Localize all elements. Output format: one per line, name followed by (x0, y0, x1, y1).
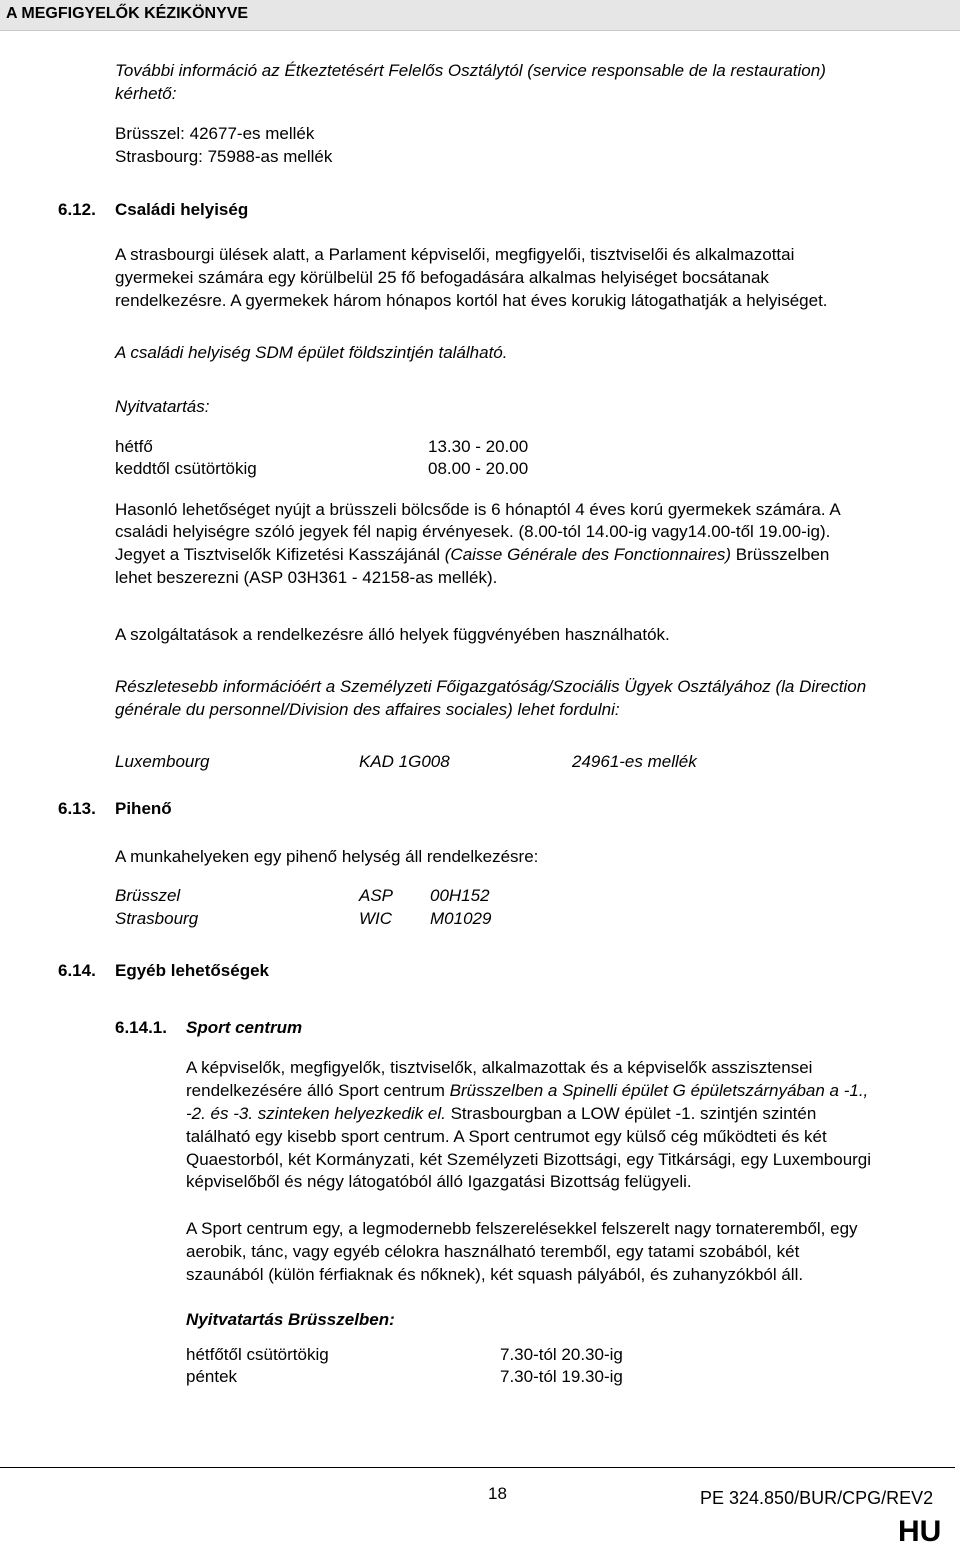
text-run-italic: -2. és -3. szinteken helyezkedik el. (186, 1104, 446, 1123)
text-run: Brüsszelben (731, 545, 830, 564)
section-title: Egyéb lehetőségek (115, 961, 270, 980)
contact-city: Luxembourg (115, 752, 210, 771)
section-number: 6.13. (58, 799, 96, 818)
services-note: A szolgáltatások a rendelkezésre álló helyek függvényében használhatók. (115, 625, 670, 644)
paragraph-line: Hasonló lehetőséget nyújt a brüsszeli bölcsőde is 6 hónaptól 4 éves korú gyermekek számára. A (115, 500, 841, 519)
section-text: A munkahelyeken egy pihenő helység áll rendelkezésre: (115, 847, 539, 866)
room-building: ASP (359, 886, 394, 905)
info-line: További információ az Étkeztetésért Felelős Osztálytól (service responsable de la restauration) (115, 61, 826, 80)
room-building: WIC (359, 909, 393, 928)
header-bar (0, 0, 960, 31)
contact-office: KAD 1G008 (359, 752, 450, 771)
paragraph-line: szaunából (külön férfiaknak és nőknek), két squash pályából, és zuhanyzókból áll. (186, 1265, 804, 1284)
paragraph-line: A Sport centrum egy, a legmodernebb felszerelésekkel felszerelt nagy tornateremből, egy (186, 1219, 858, 1238)
hours-time: 7.30-tól 20.30-ig (500, 1345, 623, 1364)
brussels-extension: Brüsszel: 42677-es mellék (115, 124, 315, 143)
text-run: Jegyet a Tisztviselők Kifizetési Kasszájánál (115, 545, 445, 564)
section-number: 6.12. (58, 200, 96, 219)
more-info-line: Részletesebb információért a Személyzeti Főigazgatóság/Szociális Ügyek Osztályához (la Direction (115, 677, 867, 696)
room-code: M01029 (430, 909, 492, 928)
page-number: 18 (488, 1484, 507, 1503)
strasbourg-extension: Strasbourg: 75988-as mellék (115, 147, 333, 166)
hours-day: péntek (186, 1367, 238, 1386)
paragraph-line: A strasbourgi ülések alatt, a Parlament képviselői, megfigyelői, tisztviselői és alkalmazottai (115, 245, 795, 264)
more-info-line: générale du personnel/Division des affaires sociales) lehet fordulni: (115, 700, 620, 719)
paragraph-line (115, 545, 829, 565)
text-run: Strasbourgban a LOW épület -1. szintjén szintén (445, 1104, 817, 1123)
paragraph-line (186, 1081, 868, 1101)
hours-time: 13.30 - 20.00 (428, 437, 529, 456)
text-run-italic: (Caisse Générale des Fonctionnaires) (444, 545, 732, 564)
hours-day: keddtől csütörtökig (115, 459, 257, 478)
hours-day: hétfő (115, 437, 153, 456)
paragraph-line: rendelkezésre. A gyermekek három hónapos kortól hat éves korukig látogathatják a helyiséget. (115, 291, 828, 310)
document-reference: PE 324.850/BUR/CPG/REV2 (700, 1488, 934, 1508)
document-title: A MEGFIGYELŐK KÉZIKÖNYVE (6, 5, 249, 22)
opening-hours-label: Nyitvatartás: (115, 397, 210, 416)
opening-hours-label: Nyitvatartás Brüsszelben: (186, 1310, 395, 1329)
paragraph-line: gyermekei számára egy körülbelül 25 fő befogadására alkalmas helyiséget bocsátanak (115, 268, 769, 287)
subsection-number: 6.14.1. (115, 1018, 167, 1037)
hours-day: hétfőtől csütörtökig (186, 1345, 329, 1364)
room-city: Strasbourg (115, 909, 199, 928)
section-number: 6.14. (58, 961, 96, 980)
paragraph-line: Quaestorból, két Kormányzati, két Személyzeti Bizottsági, egy Titkársági, egy Luxembourgi (186, 1150, 872, 1169)
text-run-italic: Brüsszelben a Spinelli épület G épületszárnyában a -1., (449, 1081, 869, 1100)
location-note: A családi helyiség SDM épület földszintjén található. (115, 343, 508, 362)
language-code: HU (898, 1515, 942, 1548)
hours-time: 08.00 - 20.00 (428, 459, 529, 478)
paragraph-line: képviselőből és négy látogatóból álló Igazgatási Bizottság felügyeli. (186, 1172, 692, 1191)
room-city: Brüsszel (115, 886, 181, 905)
paragraph-line: található egy kisebb sport centrum. A Sport centrumot egy külső cég működteti és két (186, 1127, 827, 1146)
section-title: Pihenő (115, 799, 172, 818)
room-code: 00H152 (430, 886, 490, 905)
subsection-title: Sport centrum (186, 1018, 303, 1037)
paragraph-line: aerobik, tánc, vagy egyéb célokra használható teremből, egy tatami szobából, két (186, 1242, 800, 1261)
section-title: Családi helyiség (115, 200, 249, 219)
text-run: rendelkezésére álló Sport centrum (186, 1081, 450, 1100)
info-line: kérhető: (115, 84, 177, 103)
footer-divider (0, 1467, 955, 1468)
paragraph-line: lehet beszerezni (ASP 03H361 - 42158-as mellék). (115, 568, 498, 587)
paragraph-line (186, 1104, 816, 1124)
paragraph-line: A képviselők, megfigyelők, tisztviselők, alkalmazottak és a képviselők asszisztensei (186, 1058, 813, 1077)
hours-time: 7.30-tól 19.30-ig (500, 1367, 623, 1386)
contact-extension: 24961-es mellék (572, 752, 697, 771)
paragraph-line: családi helyiségre szóló jegyek fél napig érvényesek. (8.00-tól 14.00-ig vagy14.00-től 19.00-ig). (115, 522, 831, 541)
